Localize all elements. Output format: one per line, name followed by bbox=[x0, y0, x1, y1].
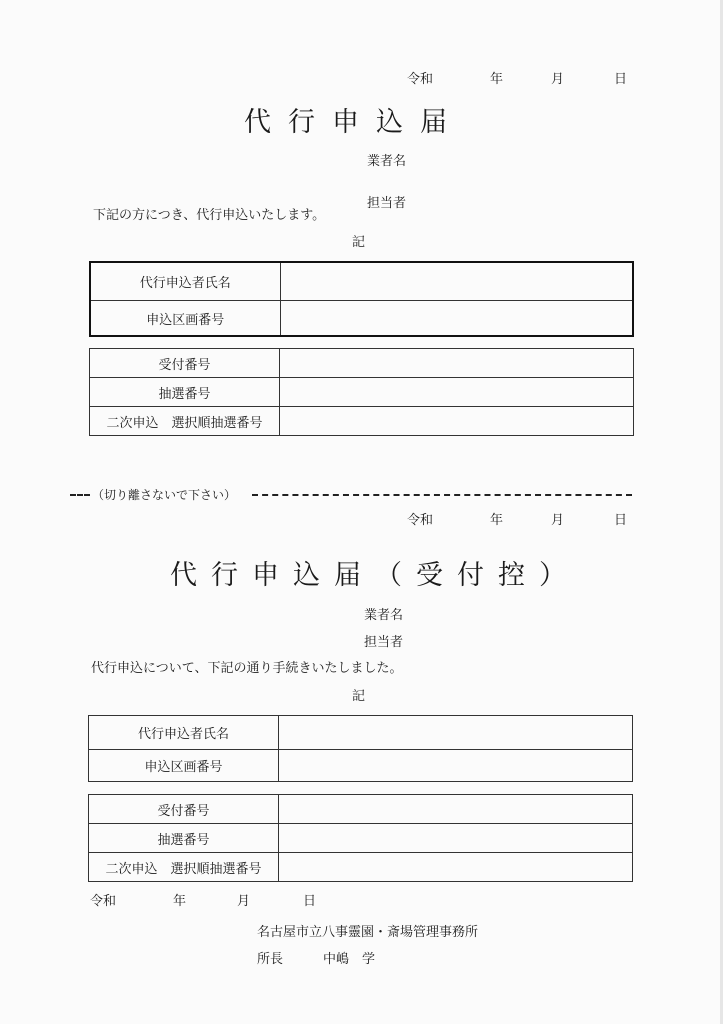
top-plot-number-label: 申込区画番号 bbox=[90, 301, 280, 337]
office-head-name: 中嶋 学 bbox=[323, 952, 376, 967]
bottom-statement: 代行申込について、下記の通り手続きいたしました。 bbox=[91, 661, 403, 676]
top-plot-number-field[interactable] bbox=[280, 301, 633, 337]
cut-line-text: （切り離さないで下さい） bbox=[92, 488, 237, 502]
bottom-applicant-table bbox=[88, 715, 633, 782]
bottom-lottery-number-label: 抽選番号 bbox=[89, 824, 279, 853]
bottom-title: 代行申込届（受付控） bbox=[170, 560, 580, 591]
top-date-day: 日 bbox=[614, 72, 628, 87]
sign-date-day: 日 bbox=[303, 894, 317, 909]
sign-date-month: 月 bbox=[237, 894, 251, 909]
top-second-lottery-label: 二次申込 選択順抽選番号 bbox=[90, 407, 280, 436]
top-second-lottery-field[interactable] bbox=[280, 407, 634, 436]
bottom-receipt-number-field[interactable] bbox=[279, 795, 633, 824]
bottom-reception-table bbox=[88, 794, 633, 882]
top-receipt-number-field[interactable] bbox=[280, 349, 634, 378]
bottom-plot-number-field[interactable] bbox=[279, 750, 633, 782]
top-applicant-name-label: 代行申込者氏名 bbox=[90, 262, 280, 301]
office-name: 名古屋市立八事靈園・斎場管理事務所 bbox=[257, 925, 479, 940]
office-head-title: 所長 bbox=[257, 952, 284, 967]
bottom-date-month: 月 bbox=[551, 513, 565, 528]
bottom-applicant-name-label: 代行申込者氏名 bbox=[89, 716, 279, 750]
bottom-ki: 記 bbox=[352, 689, 366, 704]
top-title: 代行申込届 bbox=[244, 107, 464, 138]
top-applicant-name-field[interactable] bbox=[280, 262, 633, 301]
cut-line-right-dash bbox=[252, 494, 632, 496]
top-date-month: 月 bbox=[551, 72, 565, 87]
bottom-date-year: 年 bbox=[490, 513, 504, 528]
top-reception-table bbox=[89, 348, 634, 436]
top-date-era: 令和 bbox=[407, 72, 434, 87]
sign-date-era: 令和 bbox=[90, 894, 117, 909]
top-applicant-table bbox=[89, 261, 634, 337]
bottom-date-era: 令和 bbox=[407, 513, 434, 528]
top-person-label: 担当者 bbox=[367, 196, 407, 211]
top-date-year: 年 bbox=[490, 72, 504, 87]
top-statement: 下記の方につき、代行申込いたします。 bbox=[93, 208, 326, 223]
bottom-applicant-name-field[interactable] bbox=[279, 716, 633, 750]
bottom-person-label: 担当者 bbox=[364, 635, 404, 650]
top-receipt-number-label: 受付番号 bbox=[90, 349, 280, 378]
top-ki: 記 bbox=[352, 235, 366, 250]
top-company-label: 業者名 bbox=[367, 154, 407, 169]
bottom-receipt-number-label: 受付番号 bbox=[89, 795, 279, 824]
bottom-lottery-number-field[interactable] bbox=[279, 824, 633, 853]
bottom-date-day: 日 bbox=[614, 513, 628, 528]
bottom-company-label: 業者名 bbox=[364, 608, 404, 623]
top-lottery-number-label: 抽選番号 bbox=[90, 378, 280, 407]
sign-date-year: 年 bbox=[173, 894, 187, 909]
bottom-plot-number-label: 申込区画番号 bbox=[89, 750, 279, 782]
bottom-second-lottery-label: 二次申込 選択順抽選番号 bbox=[89, 853, 279, 882]
top-lottery-number-field[interactable] bbox=[280, 378, 634, 407]
bottom-second-lottery-field[interactable] bbox=[279, 853, 633, 882]
cut-line-left-dash bbox=[70, 494, 90, 496]
